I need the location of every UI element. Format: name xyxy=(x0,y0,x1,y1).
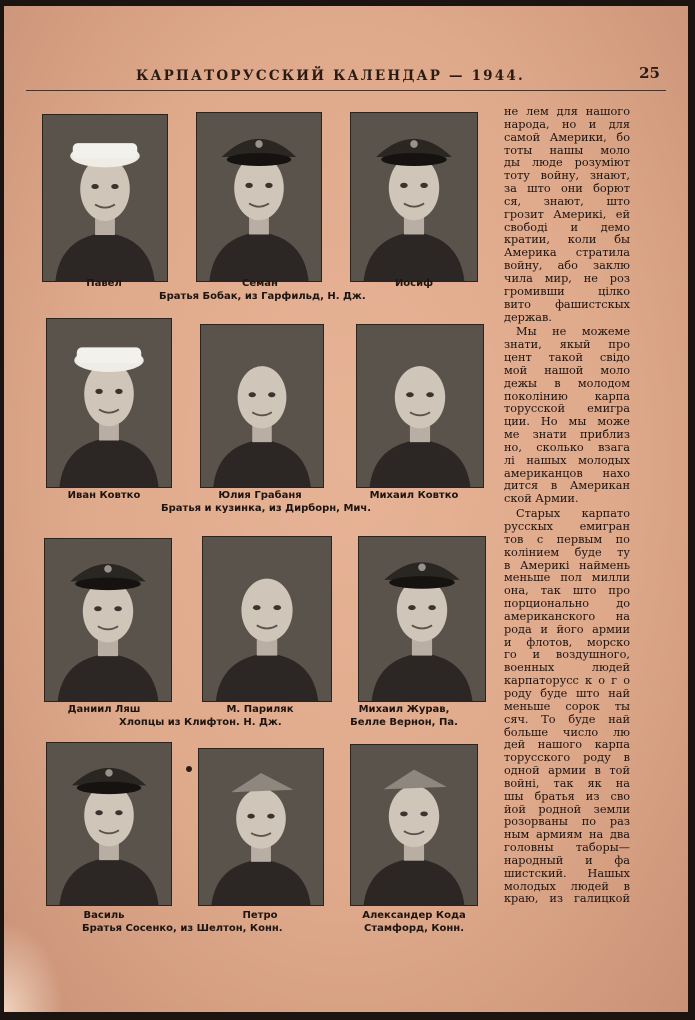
article-line: колінием буде ту xyxy=(504,545,630,559)
article-line: йой родной земли xyxy=(504,802,630,816)
article-line: шы братья из сво xyxy=(504,789,630,803)
article-line: кратии, коли бы xyxy=(504,233,630,247)
portrait-location: Стамфорд, Конн. xyxy=(363,923,465,934)
portrait-name: Юлия Грабаня xyxy=(218,490,302,501)
portrait-photo xyxy=(202,536,332,702)
portrait-name: Даниил Ляш xyxy=(67,704,141,715)
article-line: ным армиям на два xyxy=(504,828,630,842)
article-line: ции. Но мы може xyxy=(504,415,630,429)
article-line: лі нашых молодых xyxy=(504,453,630,467)
article-line: дежы в молодом xyxy=(504,376,630,390)
article-line: ся, знают, што xyxy=(504,194,630,208)
article-line: в Америкі наймень xyxy=(504,558,630,572)
article-line: роду буде што най xyxy=(504,686,630,700)
article-line: тоты нашы моло xyxy=(504,143,630,157)
calendar-page xyxy=(4,6,688,1012)
article-line: Старых карпато xyxy=(516,507,630,521)
article-line: торусской емигра xyxy=(504,402,630,416)
article-line: ды люде розуміют xyxy=(504,156,630,170)
article-line: народа, но и для xyxy=(504,117,630,131)
article-line: мой нашой моло xyxy=(504,363,630,377)
article-line: но, сколько взага xyxy=(504,440,630,454)
article-line: торусского роду в xyxy=(504,751,630,765)
article-line: американцов нахо xyxy=(504,466,630,480)
portrait-name: М. Париляк xyxy=(226,704,294,715)
portrait-name: Михаил Журав, xyxy=(358,704,450,715)
portrait-name: Иосиф xyxy=(394,278,434,289)
portrait-photo xyxy=(358,536,486,702)
portrait-name: Иван Ковтко xyxy=(67,490,141,501)
article-line: народный и фа xyxy=(504,853,630,867)
article-line: меньше сорок ты xyxy=(504,699,630,713)
article-line: ской Армии. xyxy=(504,492,579,506)
article-line: военных людей xyxy=(504,661,630,675)
article-line: громивши цілко xyxy=(504,284,630,298)
running-title: КАРПАТОРУССКИЙ КАЛЕНДАР — 1944. xyxy=(136,68,525,84)
article-line: грозит Америкі, ей xyxy=(504,207,630,221)
article-line: тоту войну, знают, xyxy=(504,169,630,183)
article-line: войні, так як на xyxy=(504,776,630,790)
article-line: рода и його армии xyxy=(504,622,630,636)
article-line: самой Америки, бо xyxy=(504,130,630,144)
article-line: сяч. То буде най xyxy=(504,712,630,726)
ink-dot xyxy=(186,766,192,772)
article-line: американского на xyxy=(504,609,630,623)
article-line: Америка стратила xyxy=(504,246,630,260)
portrait-photo xyxy=(196,112,322,282)
portrait-name: Семан xyxy=(242,278,278,289)
group-caption: Братья и кузинка, из Дирборн, Мич. xyxy=(161,503,372,514)
article-line: за што они борют xyxy=(504,182,630,196)
portrait-name: Павел xyxy=(86,278,122,289)
portrait-photo xyxy=(198,748,324,906)
portrait-photo xyxy=(356,324,484,488)
portrait-name: Петро xyxy=(242,910,278,921)
article-line: порционально до xyxy=(504,597,630,611)
article-line: знати, якый про xyxy=(504,338,630,352)
article-line: не лем для нашого xyxy=(504,105,630,118)
article-line: держав. xyxy=(504,310,552,324)
group-caption: Братья Бобак, из Гарфильд, Н. Дж. xyxy=(159,291,366,302)
article-line: го и воздушного, xyxy=(504,648,630,662)
portrait-name: Александер Кода xyxy=(362,910,466,921)
portrait-photo xyxy=(42,114,168,282)
article-line: шистский. Нашых xyxy=(504,866,630,880)
portrait-photo xyxy=(44,538,172,702)
portrait-photo xyxy=(350,112,478,282)
group-caption: Хлопцы из Клифтон. Н. Дж. xyxy=(119,717,282,728)
article-line: молодых людей в xyxy=(504,879,630,893)
article-line: карпаторусс к о г о xyxy=(504,674,630,688)
article-line: свободі и демо xyxy=(504,220,630,234)
portrait-location: Белле Вернон, Па. xyxy=(350,717,458,728)
photo-grid xyxy=(4,6,504,1012)
article-line: ме знати приблиз xyxy=(504,428,630,442)
article-line: тов с первым по xyxy=(504,532,630,546)
portrait-photo xyxy=(46,318,172,488)
article-line: Мы не можеме xyxy=(516,325,630,339)
group-caption: Братья Сосенко, из Шелтон, Конн. xyxy=(82,923,283,934)
article-line: чила мир, не роз xyxy=(504,271,630,285)
article-line: поколінию карпа xyxy=(504,389,630,403)
portrait-name: Василь xyxy=(83,910,125,921)
portrait-photo xyxy=(46,742,172,906)
portrait-photo xyxy=(200,324,324,488)
article-line: она, так што про xyxy=(504,584,630,598)
article-line: розорваны по раз xyxy=(504,815,630,829)
article-line: войну, або заклю xyxy=(504,259,630,273)
article-line: одной армии в той xyxy=(504,764,630,778)
article-line: головны таборы— xyxy=(504,841,630,855)
article-line: русскых емигран xyxy=(504,520,630,533)
page-number: 25 xyxy=(639,64,660,82)
article-line: меньше пол милли xyxy=(504,571,630,585)
article-line: дей нашого карпа xyxy=(504,738,630,752)
portrait-name: Михаил Ковтко xyxy=(369,490,459,501)
article-column xyxy=(504,106,630,906)
article-line: вито фашистскых xyxy=(504,297,630,311)
article-line: и флотов, морско xyxy=(504,635,630,649)
article-line: больше число лю xyxy=(504,725,630,739)
article-line: дится в Американ xyxy=(504,479,630,493)
portrait-photo xyxy=(350,744,478,906)
article-line: цент такой свідо xyxy=(504,351,630,365)
article-line: краю, из галицкой xyxy=(504,892,630,906)
